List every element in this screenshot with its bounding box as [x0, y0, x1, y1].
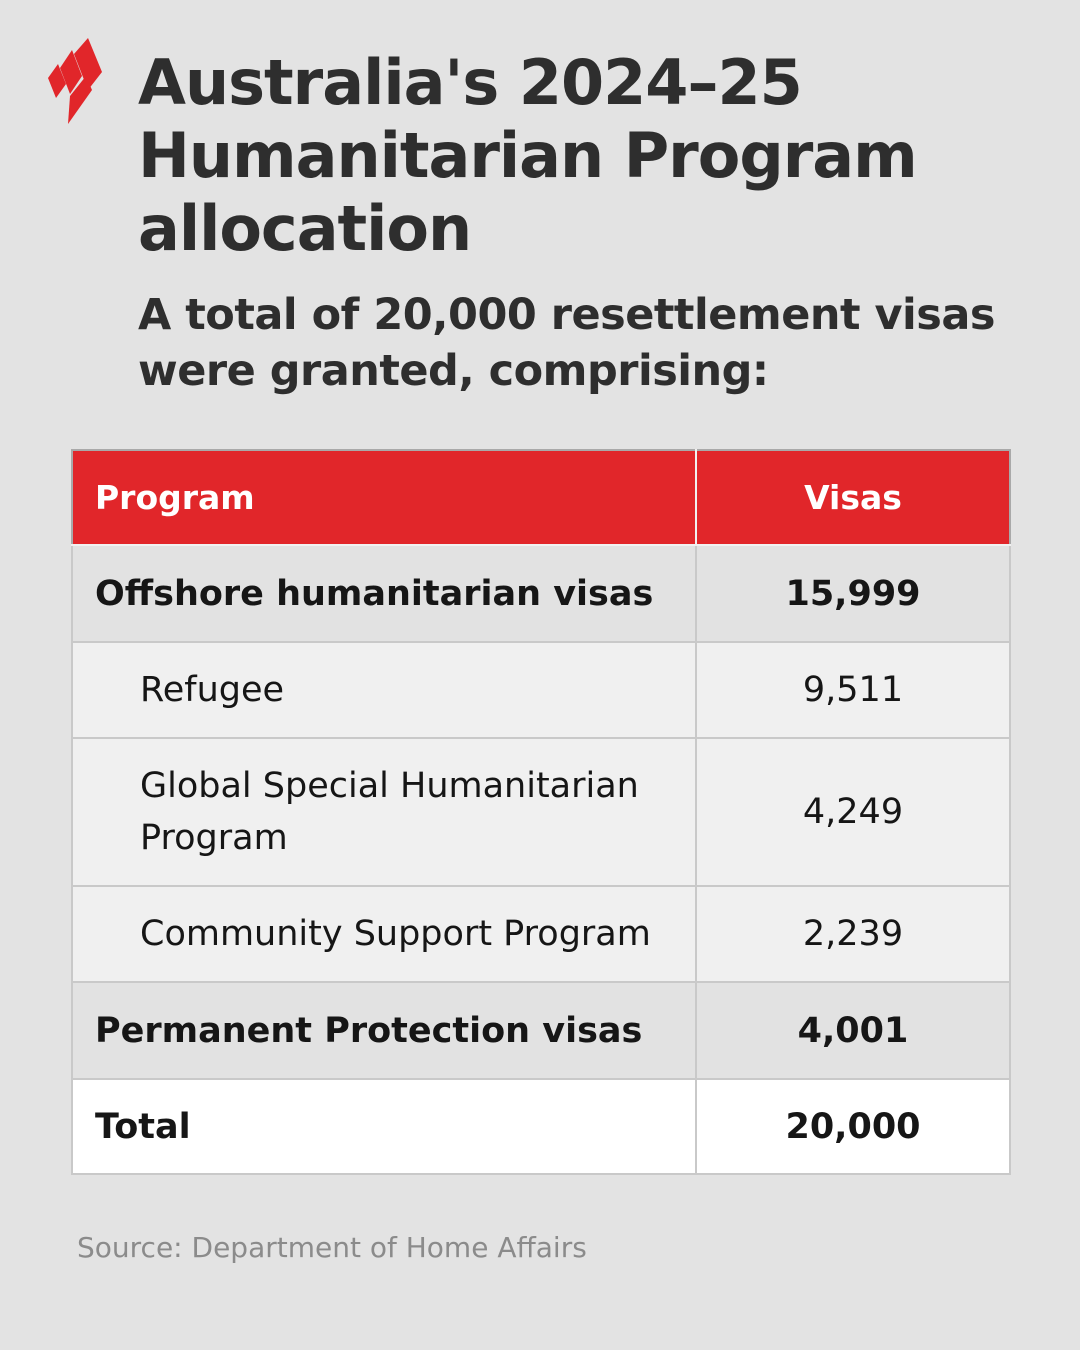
visas-cell: 9,511	[696, 642, 1010, 738]
column-header-visas: Visas	[696, 450, 1010, 545]
visa-table	[71, 449, 1011, 1175]
table-row	[72, 886, 1010, 982]
visas-cell: 4,001	[696, 982, 1010, 1079]
column-header-program: Program	[72, 450, 696, 545]
visas-cell: 2,239	[696, 886, 1010, 982]
sbs-logo-icon	[46, 38, 108, 124]
table-row	[72, 642, 1010, 738]
table-header-row	[72, 450, 1010, 545]
program-cell: Permanent Protection visas	[72, 982, 696, 1079]
program-cell: Global Special Humanitarian Program	[72, 738, 696, 886]
table-row-total	[72, 1079, 1010, 1174]
table-row	[72, 982, 1010, 1079]
visas-cell: 4,249	[696, 738, 1010, 886]
program-cell: Total	[72, 1079, 696, 1174]
program-cell: Refugee	[72, 642, 696, 738]
table-row	[72, 545, 1010, 642]
program-cell: Offshore humanitarian visas	[72, 545, 696, 642]
program-cell: Community Support Program	[72, 886, 696, 982]
table-row	[72, 738, 1010, 886]
chart-subtitle: A total of 20,000 resettlement visas were granted, comprising:	[138, 290, 995, 396]
source-note: Source: Department of Home Affairs	[77, 1231, 587, 1264]
chart-title: Australia's 2024–25 Humanitarian Program allocation	[138, 46, 917, 265]
visas-cell: 20,000	[696, 1079, 1010, 1174]
visas-cell: 15,999	[696, 545, 1010, 642]
